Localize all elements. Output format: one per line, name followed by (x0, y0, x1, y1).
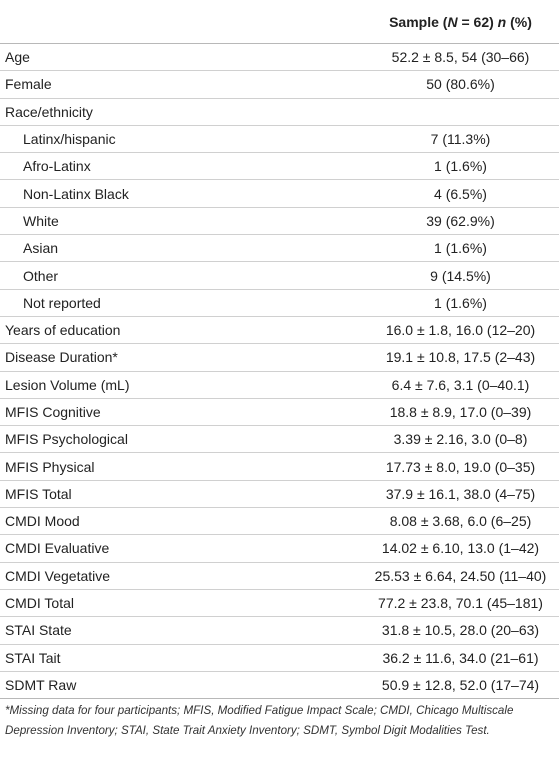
row-label: Age (0, 44, 262, 71)
row-label: CMDI Total (0, 589, 262, 616)
row-value: 1 (1.6%) (262, 153, 559, 180)
row-value: 6.4 ± 7.6, 3.1 (0–40.1) (262, 371, 559, 398)
table-row (0, 316, 559, 343)
table-row (0, 153, 559, 180)
row-value: 17.73 ± 8.0, 19.0 (0–35) (262, 453, 559, 480)
row-label: SDMT Raw (0, 671, 262, 698)
header-n2-italic: n (497, 13, 507, 30)
table-row (0, 207, 559, 234)
table-row (0, 453, 559, 480)
row-label: Disease Duration* (0, 344, 262, 371)
header-label-cell (0, 0, 262, 44)
row-value: 16.0 ± 1.8, 16.0 (12–20) (262, 316, 559, 343)
row-value: 37.9 ± 16.1, 38.0 (4–75) (262, 480, 559, 507)
row-value: 39 (62.9%) (262, 207, 559, 234)
table-row (0, 344, 559, 371)
table-row (0, 289, 559, 316)
header-sample-cell (262, 0, 559, 44)
table-row (0, 535, 559, 562)
row-value: 18.8 ± 8.9, 17.0 (0–39) (262, 398, 559, 425)
row-label: Lesion Volume (mL) (0, 371, 262, 398)
row-value: 50 (80.6%) (262, 71, 559, 98)
table-row (0, 235, 559, 262)
row-label: Race/ethnicity (0, 98, 262, 125)
table-row (0, 125, 559, 152)
row-label: Non-Latinx Black (0, 180, 262, 207)
row-label: CMDI Evaluative (0, 535, 262, 562)
header-prefix: Sample ( (389, 13, 448, 30)
row-value: 50.9 ± 12.8, 52.0 (17–74) (262, 671, 559, 698)
table-row (0, 98, 559, 125)
table-row (0, 508, 559, 535)
row-value: 1 (1.6%) (262, 289, 559, 316)
row-value: 31.8 ± 10.5, 28.0 (20–63) (262, 617, 559, 644)
row-label: Latinx/hispanic (0, 125, 262, 152)
table-row (0, 617, 559, 644)
row-label: STAI Tait (0, 644, 262, 671)
row-value: 14.02 ± 6.10, 13.0 (1–42) (262, 535, 559, 562)
table-row (0, 480, 559, 507)
table-row (0, 262, 559, 289)
row-value: 9 (14.5%) (262, 262, 559, 289)
table-row (0, 398, 559, 425)
row-value: 1 (1.6%) (262, 235, 559, 262)
table-header-row (0, 0, 559, 44)
row-label: White (0, 207, 262, 234)
row-value: 7 (11.3%) (262, 125, 559, 152)
header-n-italic: N (447, 13, 458, 30)
row-label: Years of education (0, 316, 262, 343)
header-suffix: (%) (506, 13, 532, 30)
row-value: 8.08 ± 3.68, 6.0 (6–25) (262, 508, 559, 535)
row-label: Other (0, 262, 262, 289)
table-row (0, 562, 559, 589)
row-value: 25.53 ± 6.64, 24.50 (11–40) (262, 562, 559, 589)
table-row (0, 180, 559, 207)
row-label: Female (0, 71, 262, 98)
row-label: CMDI Vegetative (0, 562, 262, 589)
table-row (0, 44, 559, 71)
row-value: 4 (6.5%) (262, 180, 559, 207)
header-mid: = 62) (457, 13, 498, 30)
table-row (0, 426, 559, 453)
row-label: MFIS Total (0, 480, 262, 507)
row-value (262, 98, 559, 125)
row-label: MFIS Physical (0, 453, 262, 480)
row-label: Afro-Latinx (0, 153, 262, 180)
row-value: 77.2 ± 23.8, 70.1 (45–181) (262, 589, 559, 616)
table-row (0, 71, 559, 98)
table-row (0, 644, 559, 671)
row-label: MFIS Psychological (0, 426, 262, 453)
row-value: 52.2 ± 8.5, 54 (30–66) (262, 44, 559, 71)
table-footnote: *Missing data for four participants; MFIS, Modified Fatigue Impact Scale; CMDI, Chicago Multiscale Depression Inventory; STAI, State Trait Anxiety Inventory; SDMT, Symbol Digit Modalities Test. (5, 704, 514, 737)
row-label: Asian (0, 235, 262, 262)
table-row (0, 671, 559, 698)
row-label: Not reported (0, 289, 262, 316)
row-label: STAI State (0, 617, 262, 644)
row-value: 36.2 ± 11.6, 34.0 (21–61) (262, 644, 559, 671)
row-value: 3.39 ± 2.16, 3.0 (0–8) (262, 426, 559, 453)
table-row (0, 371, 559, 398)
row-label: CMDI Mood (0, 508, 262, 535)
row-value: 19.1 ± 10.8, 17.5 (2–43) (262, 344, 559, 371)
table-row (0, 589, 559, 616)
row-label: MFIS Cognitive (0, 398, 262, 425)
